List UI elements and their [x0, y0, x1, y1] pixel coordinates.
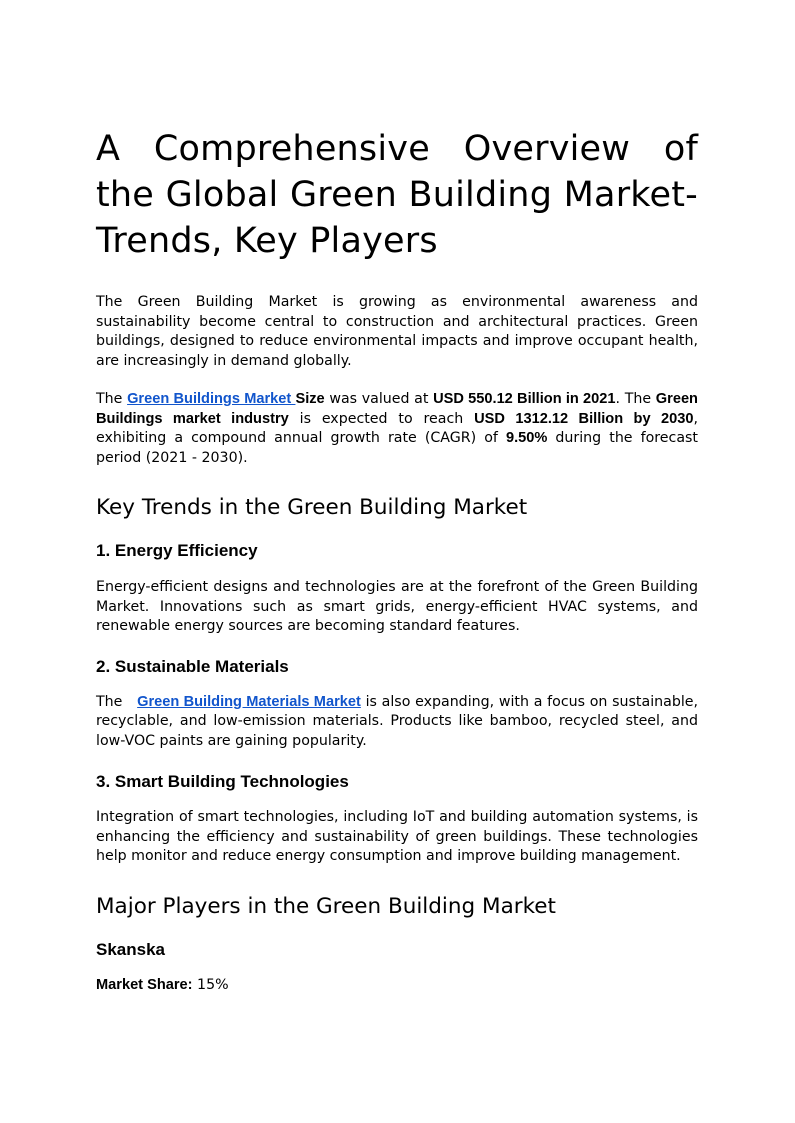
industry-label: Green Buildings market industry [96, 391, 698, 427]
value-2021: USD 550.12 Billion in 2021 [433, 391, 616, 407]
sustainable-materials-heading: 2. Sustainable Materials [96, 656, 289, 676]
energy-efficiency-heading: 1. Energy Efficiency [96, 541, 258, 560]
market-size-paragraph [96, 390, 698, 468]
energy-efficiency-paragraph: Energy-efficient designs and technologies are at the forefront of the Green Building Market. Innovations such as smart grids, energy-efficient HVAC systems, and renewable energy sources are becoming standard features. [96, 579, 698, 634]
sustainable-materials-paragraph [96, 693, 698, 752]
intro-paragraph: The Green Building Market is growing as environmental awareness and sustainability become central to construction and architectural practices. Green buildings, designed to reduce environmental impacts and improve occupant health, are increasingly in demand globally. [96, 294, 698, 369]
cagr-value: 9.50% [505, 430, 548, 446]
major-players-heading: Major Players in the Green Building Market [96, 893, 556, 919]
market-size-text-1: The [96, 391, 128, 407]
green-buildings-market-link[interactable]: Green Buildings Market [127, 391, 296, 407]
market-size-text-5: , exhibiting a compound annual growth rate (CAGR) of [96, 410, 698, 446]
document-title: A Comprehensive Overview of the Global Green Building Market- Trends, Key Players [96, 129, 698, 261]
market-size-text-6: during the forecast period (2021 - 2030). [96, 430, 698, 466]
green-building-materials-market-link[interactable]: Green Building Materials Market [137, 693, 361, 710]
size-word: Size [295, 391, 325, 407]
market-share-label: Market Share: [96, 976, 193, 993]
materials-text-2: is also expanding, with a focus on sustainable, recyclable, and low-emission materials. Products like bamboo, recycled steel, and low-VOC paints are gaining popularity. [96, 693, 699, 749]
smart-building-heading: 3. Smart Building Technologies [96, 772, 349, 791]
key-trends-heading: Key Trends in the Green Building Market [96, 495, 528, 520]
value-2030: USD 1312.12 Billion by 2030 [474, 410, 694, 427]
market-share-value: 15% [192, 976, 229, 993]
skanska-market-share [96, 976, 698, 996]
document-page [96, 126, 698, 995]
market-size-text-4: is expected to reach [288, 410, 475, 427]
market-size-text-2: was valued at [324, 391, 434, 407]
skanska-heading: Skanska [96, 939, 165, 959]
materials-text-1: The [96, 693, 128, 710]
smart-building-paragraph: Integration of smart technologies, including IoT and building automation systems, is enhancing the efficiency and sustainability of green buildings. These technologies help monitor and reduce energy consumption and improve building management. [96, 809, 698, 864]
market-size-text-3: . The [615, 391, 656, 407]
